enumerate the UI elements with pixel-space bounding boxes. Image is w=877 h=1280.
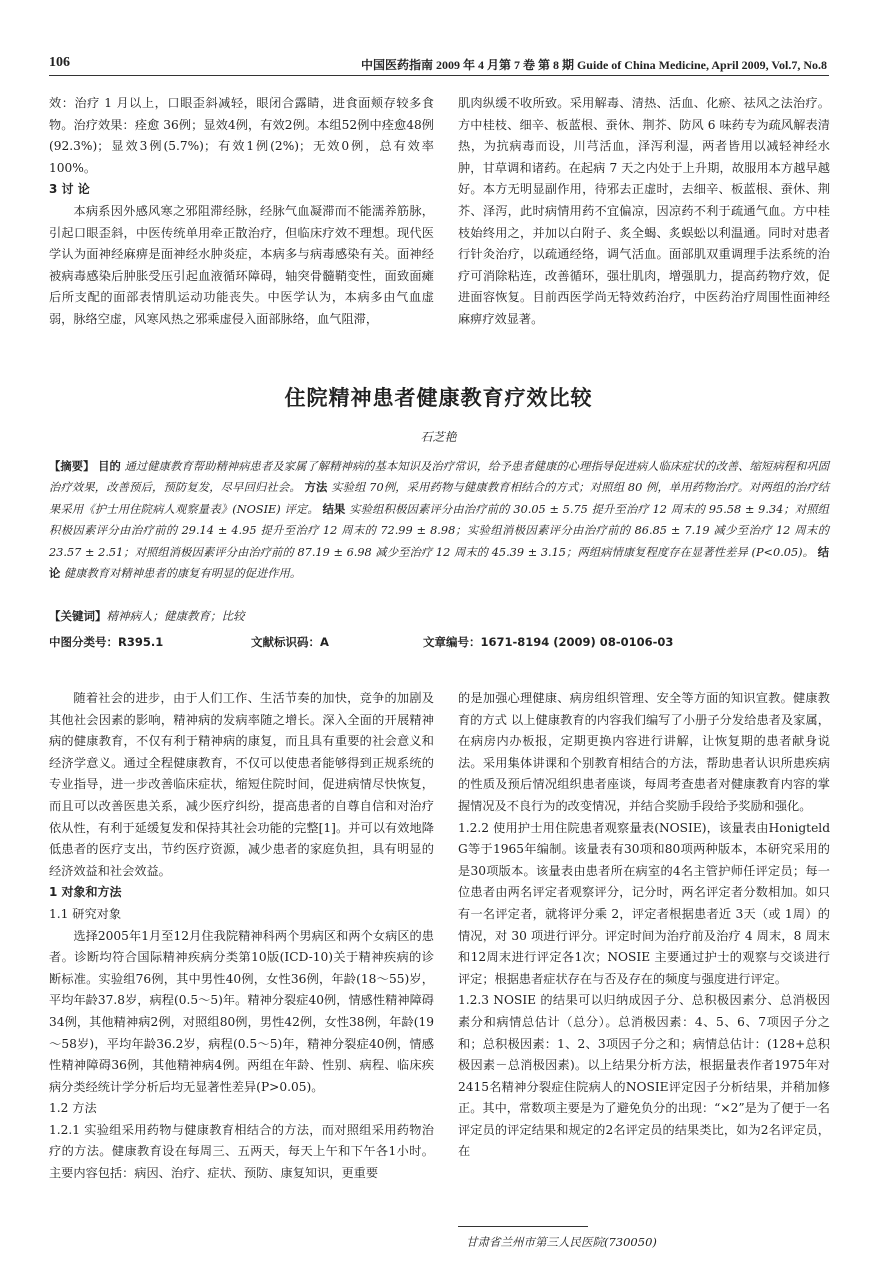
paragraph: 选择2005年1月至12月住我院精神科两个男病区和两个女病区的患者。诊断均符合国际精神疾病分类第10版(ICD-10)关于精神疾病的诊断标准。实验组76例，其中男性40例，女性36例，年龄(18～55)岁，平均年龄37.8岁，病程(0.5～5)年。精神分裂症40例，情感性精神障碍34例，其他精神病2例，对照组80例，男性42例，女性38例，年龄(19～58岁)，平均年龄36.2岁，病程(0.5～5)年，精神分裂症40例，情感性精神障碍36例，其他精神病4例。两组在年龄、性别、病程、临床疾病分类经统计学分析后均无显著性差异(P>0.05)。 <box>49 928 434 1094</box>
paragraph: 本病系因外感风寒之邪阻滞经脉，经脉气血凝滞而不能濡养筋脉，引起口眼歪斜，中医传统单用牵正散治疗，但临床疗效不理想。现代医学认为面神经麻痹是面神经水肿炎症，本病多与病毒感染有关。面神经被病毒感染后肿胀受压引起血液循环障碍，轴突骨髓鞘变性，面致面瘫后所支配的面部表情肌运动功能丧失。中医学认为，本病多由气血虚弱，脉络空虚，风寒风热之邪乘虚侵入面部脉络，血气阻滞， <box>49 203 434 326</box>
journal-header: 中国医药指南 2009 年 4 月第 7 卷 第 8 期 Guide of China Medicine, April 2009, Vol.7, No.8 <box>360 58 827 72</box>
section-heading: 1 对象和方法 <box>49 885 122 900</box>
abstract-section-text: 实验组积极因素评分由治疗前的 30.05 ± 5.75 提升至治疗 12 周末的 95.58 ± 9.34；对照组积极因素评分由治疗前的 29.14 ± 4.95 提升至治疗 12 周末的 72.99 ± 8.98；实验组消极因素评分由治疗前的 86.85 ± 7.19 减少至治疗 12 周末的 23.57 ± 2.51；对照组消极因素评分由治疗前的 87.19 ± 6.98 减少至治疗 12 周末的 45.39 ± 3.15；两组病情康复程度存在显著性差异 (P<0.05)。 <box>49 502 829 559</box>
abstract-section-text: 健康教育对精神患者的康复有明显的促进作用。 <box>63 567 302 581</box>
article-author: 石芝艳 <box>420 430 457 444</box>
abstract <box>49 456 829 584</box>
prev-article-left-column <box>49 93 434 331</box>
paragraph: 随着社会的进步，由于人们工作、生活节奏的加快，竞争的加剧及其他社会因素的影响，精神病的发病率随之增长。深入全面的开展精神病的健康教育，不仅有利于精神病的康复，而且具有重要的社会意义和经济学意义。通过全程健康教育，不仅可以使患者能够得到正规系统的专业指导，进一步改善临床症状，缩短住院时间，促进病情尽快恢复，而且可以改善医患关系，减少医疗纠纷，提高患者的自尊自信和对治疗依从性，有利于延缓复发和保持其社会功能的完整[1]。并可以有效地降低患者的医疗支出，节约医疗资源，减少患者的家庭负担，具有明显的经济效益和社会效益。 <box>49 691 434 878</box>
clc-number: 中图分类号：R395.1 <box>49 635 164 649</box>
abstract-section-text: 通过健康教育帮助精神病患者及家属了解精神病的基本知识及治疗常识，给予患者健康的心理指导促进病人临床症状的改善、缩短病程和巩固治疗效果，改善预后，预防复发，尽早回归社会。 <box>49 460 830 495</box>
author-affiliation: 甘肃省兰州市第三人民医院(730050) <box>466 1235 657 1249</box>
abstract-section-label: 结果 <box>322 502 346 516</box>
prev-article-right-column <box>458 93 830 331</box>
paragraph: 效：治疗 1 月以上，口眼歪斜减轻，眼闭合露睛，进食面颊存较多食物。治疗效果：痊愈 36例；显效4例，有效2例。本组52例中痊愈48例(92.3%)；显效3例(5.7%)；有效1例(2%)；无效0例，总有效率100%。 <box>49 96 434 175</box>
page-number: 106 <box>49 55 70 70</box>
abstract-section-text: 实验组 70例，采用药物与健康教育相结合的方式；对照组 80 例，单用药物治疗。对两组的治疗结果采用《护士用住院病人观察量表》(NOSIE) 评定。 <box>49 481 830 516</box>
paragraph: 1.2.1 实验组采用药物与健康教育相结合的方法，而对照组采用药物治疗的方法。健康教育设在每周三、五两天，每天上午和下午各1小时。主要内容包括：病因、治疗、症状、预防、康复知识，更重要 <box>49 1122 434 1181</box>
abstract-label: 【摘要】 <box>49 460 95 473</box>
paragraph: 1.2.2 使用护士用住院患者观察量表(NOSIE)，该量表由Honigteld G等于1965年编制。该量表有30项和80项两种版本，本研究采用的是30项版本。该量表由患者所在病室的4名主管护师任评定员；每一位患者由两名评定者观察评分，记分时，两名评定者分数相加。如只有一名评定者，就将评分乘 2，评定者根据患者近 3天（或 1周）的情况，对 30 项进行评分。评定时间为治疗前及治疗 4 周末，8 周末和12周末进行评定各1次；NOSIE 主要通过护士的观察与交谈进行评定；根据患者症状存在与否及存在的频度与强度进行评定。 <box>458 820 830 986</box>
article-number: 文章编号：1671-8194 (2009) 08-0106-03 <box>423 635 674 649</box>
paragraph: 肌肉纵缓不收所致。采用解毒、清热、活血、化瘀、祛风之法治疗。方中桂枝、细辛、板蓝根、蚕休、荆芥、防风 6 味药专为疏风解表清热，为抗病毒而设，川芎活血，泽泻利湿，两者皆用以减轻神经水肿，甘草调和诸药。在起病 7 天之内处于上升期，故服用本方越早越好。本方无明显副作用，待邪去正虚时，去细辛、板蓝根、蚕休、荆芥、泽泻，此时病情用药不宜偏凉，因凉药不利于疏通气血。方中桂枝始终用之，并加以白附子、炙全蝎、炙蜈蚣以利温通。同时对患者行针灸治疗，以疏通经络，调气活血。面部肌双重调理手法系统的治疗可消除粘连，改善循环，强壮肌肉，增强肌力，提高药物疗效，促进面容恢复。目前西医学尚无特效药治疗，中医药治疗周围性面神经麻痹疗效显著。 <box>458 96 830 326</box>
abstract-section-label: 方法 <box>304 481 328 495</box>
section-heading: 3 讨 论 <box>49 182 90 197</box>
keywords-text: 精神病人；健康教育；比较 <box>106 609 245 623</box>
paragraph: 的是加强心理健康、病房组织管理、安全等方面的知识宣教。健康教育的方式 以上健康教育的内容我们编写了小册子分发给患者及家属，在病房内办板报，定期更换内容进行讲解，让恢复期的患者献身说法。采用集体讲课和个别教育相结合的方法，帮助患者认识所患疾病的性质及预后情况组织患者座谈，每周考查患者对健康教育内容的掌握情况及不良行为的改变情况，并结合奖励手段给予奖励和强化。 <box>458 691 830 813</box>
header-rule <box>49 75 829 76</box>
abstract-section-label: 目的 <box>98 460 121 473</box>
article-title: 住院精神患者健康教育疗效比较 <box>284 386 593 410</box>
abstract-section-label: 结论 <box>49 545 829 581</box>
document-code: 文献标识码：A <box>251 635 329 649</box>
paragraph: 1.2.3 NOSIE 的结果可以归纳成因子分、总积极因素分、总消极因素分和病情总估计（总分）。总消极因素：4、5、6、7项因子分之和；总积极因素：1、2、3项因子分之和；病情总估计：(128+总积极因素－总消极因素)。以上结果分析方法，根据量表作者1975年对2415名精神分裂症住院病人的NOSIE评定因子分析结果，并稍加修正。其中，常数项主要是为了避免负分的出现：“×2”是为了便于一名评定员的评定结果和规定的2名评定员的结果类比，如为2名评定员，在 <box>458 993 830 1159</box>
footnote-rule <box>458 1226 588 1227</box>
subsection-heading: 1.1 研究对象 <box>49 906 122 921</box>
article-left-column <box>49 688 434 1185</box>
article-right-column <box>458 688 830 1163</box>
keywords-label: 【关键词】 <box>49 609 107 623</box>
subsection-heading: 1.2 方法 <box>49 1101 97 1116</box>
keywords <box>49 608 829 624</box>
